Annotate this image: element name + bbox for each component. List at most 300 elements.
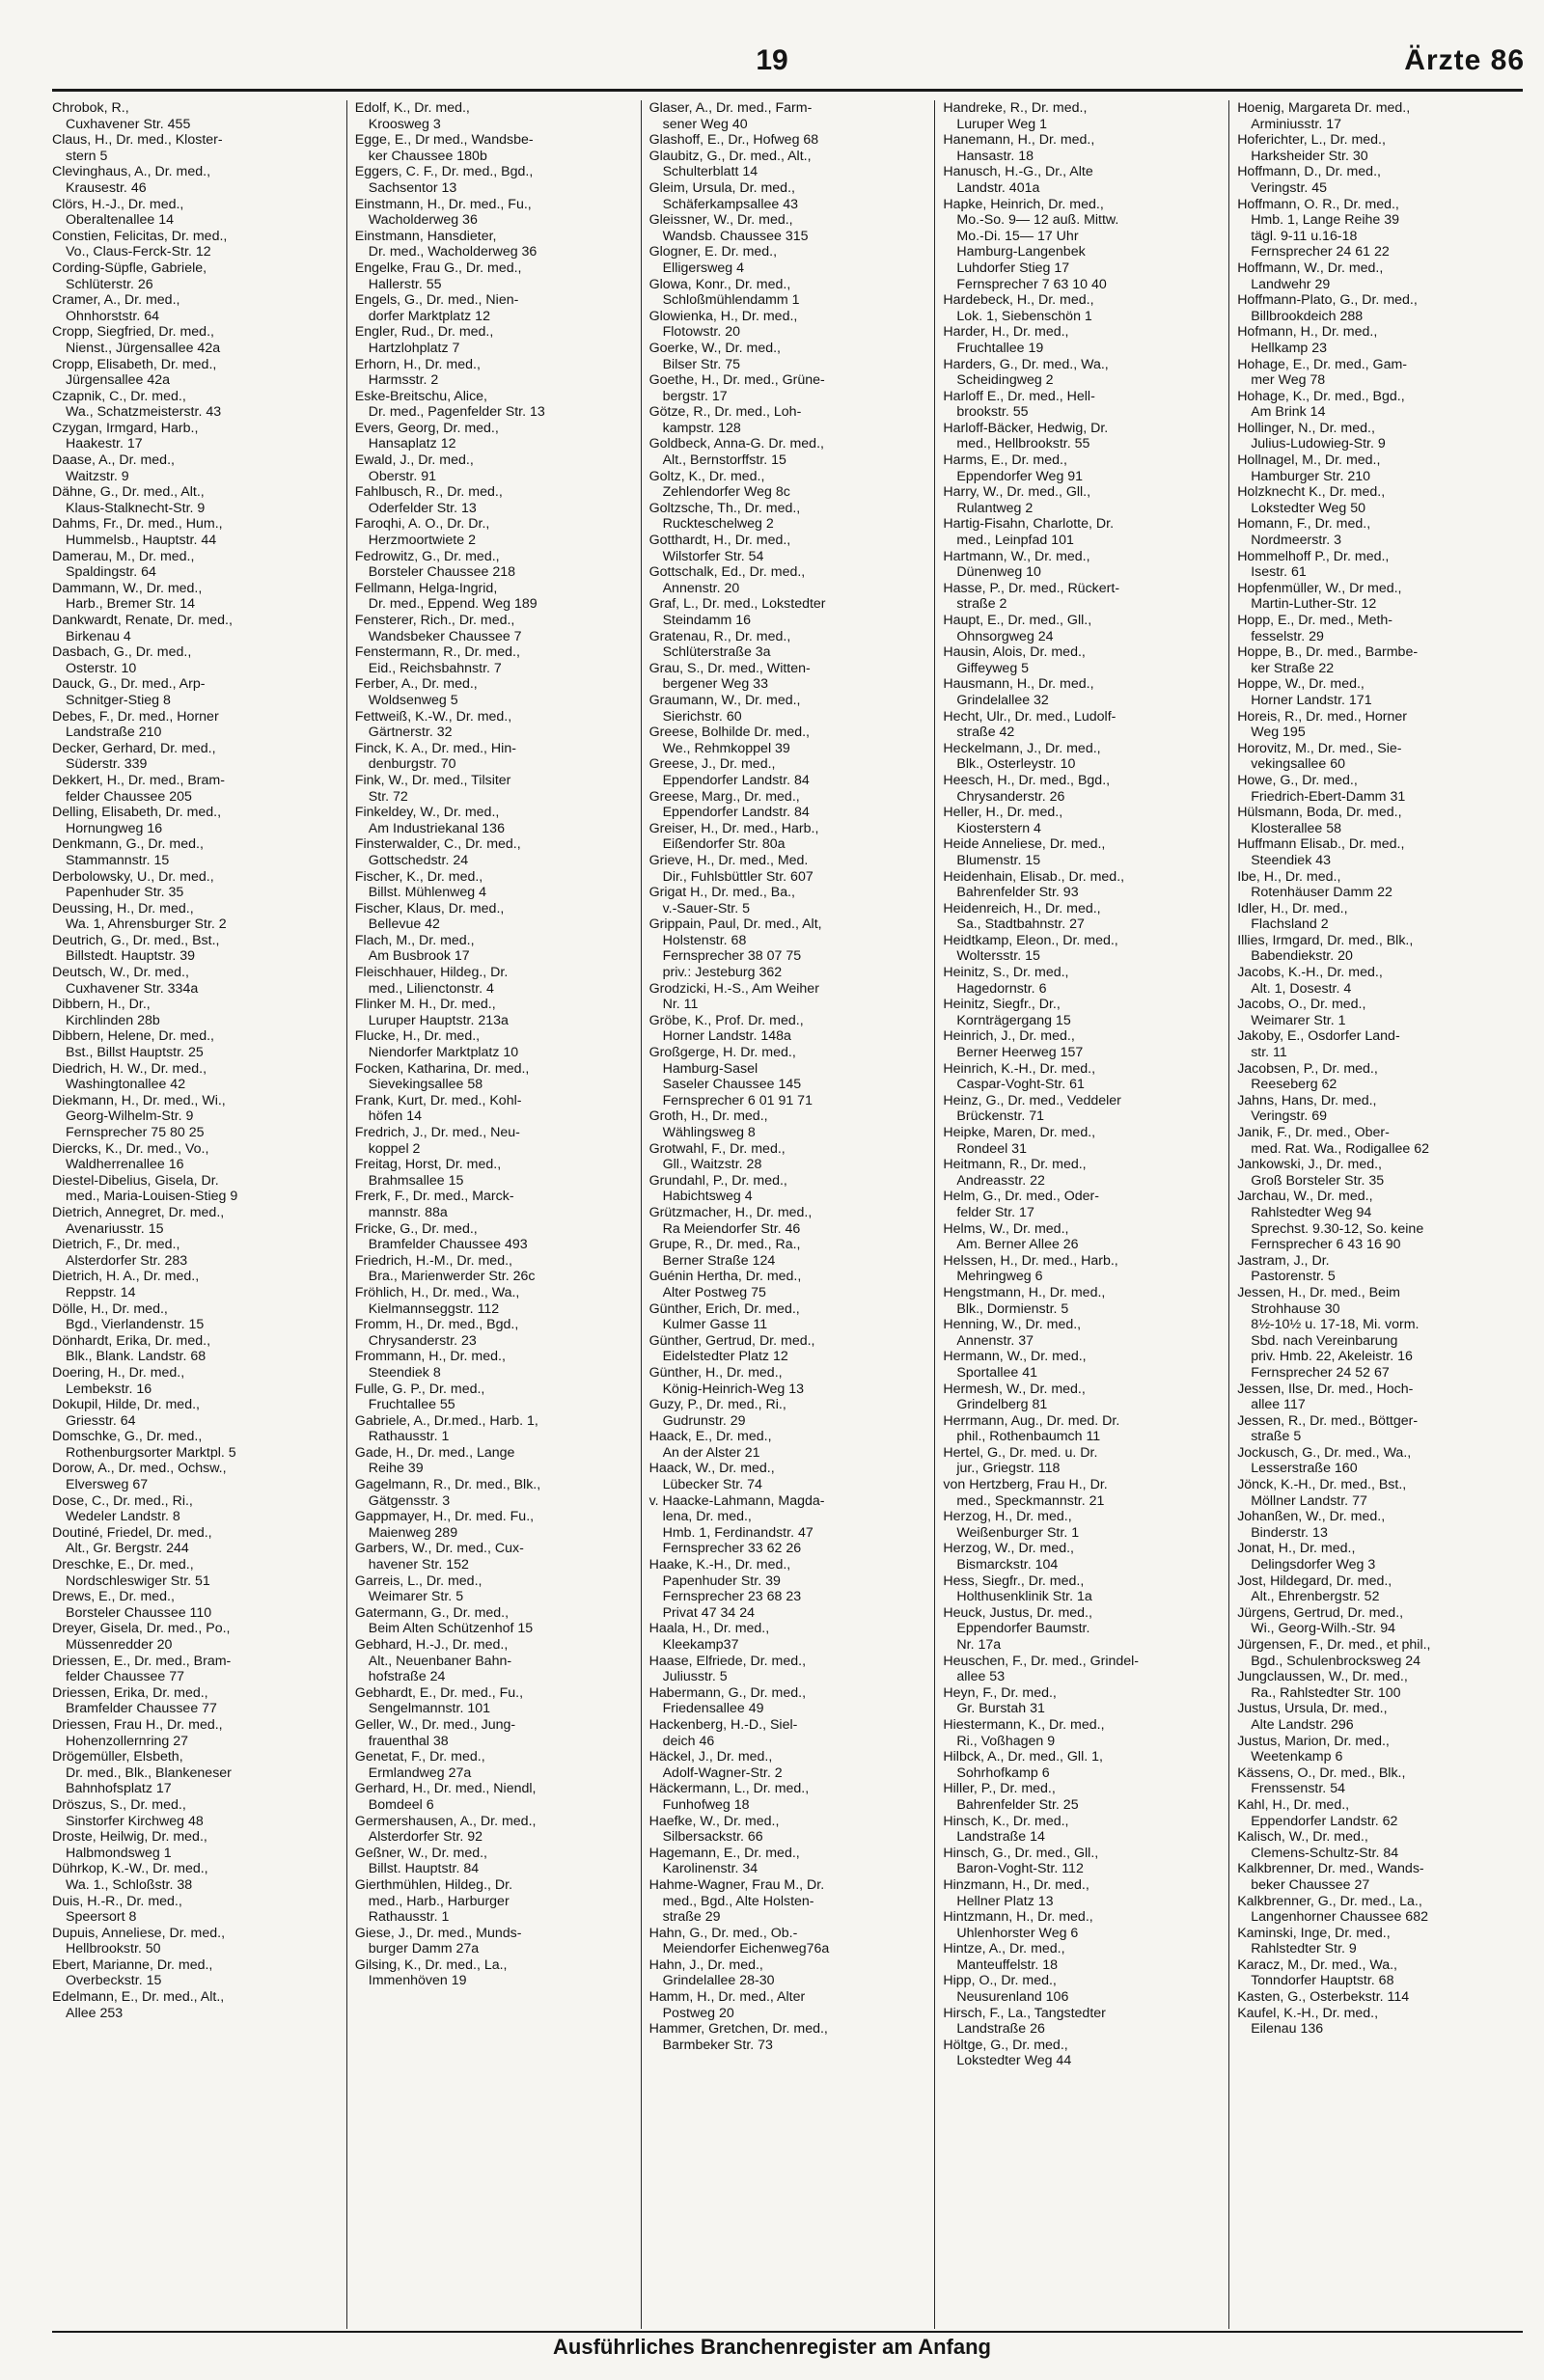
entry-name-line: Jost, Hildegard, Dr. med., — [1237, 1573, 1392, 1589]
directory-entry — [355, 421, 633, 452]
entry-address-line: Harb., Bremer Str. 14 — [66, 596, 196, 613]
entry-address-line: Bahnhofsplatz 17 — [66, 1781, 172, 1797]
entry-name-line: Gröbe, K., Prof. Dr. med., — [648, 1012, 804, 1028]
entry-name-line: Hoppe, W., Dr. med., — [1237, 676, 1365, 693]
entry-name-line: Fredrich, J., Dr. med., Neu- — [354, 1125, 520, 1140]
entry-address-line: Niendorfer Marktplatz 10 — [368, 1045, 519, 1061]
entry-name-line: Graumann, W., Dr. med., — [648, 692, 801, 708]
directory-entry — [52, 1525, 339, 1557]
entry-name-line: Goltzsche, Th., Dr. med., — [648, 500, 801, 516]
directory-entry — [355, 1285, 633, 1317]
directory-entry — [1237, 197, 1515, 260]
directory-entry — [52, 1397, 339, 1429]
entry-address-line: Sbd. nach Vereinbarung — [1251, 1332, 1398, 1349]
directory-entry — [1237, 516, 1515, 548]
entry-name-line: Hinzmann, H., Dr. med., — [943, 1876, 1089, 1893]
entry-address-line: Wacholderweg 36 — [368, 212, 478, 229]
entry-name-line: Ewald, J., Dr. med., — [354, 452, 474, 469]
entry-address-line: Eppendorfer Landstr. 84 — [662, 772, 810, 788]
entry-address-line: Jürgensallee 42a — [66, 372, 171, 389]
entry-address-line: phil., Rothenbaumch 11 — [956, 1429, 1101, 1445]
directory-entry — [1237, 1669, 1515, 1701]
entry-name-line: Heinrich, J., Dr. med., — [943, 1028, 1075, 1045]
entry-name-line: Goerke, W., Dr. med., — [648, 340, 781, 356]
entry-address-line: Georg-Wilhelm-Str. 9 — [66, 1108, 194, 1125]
entry-name-line: Deussing, H., Dr. med., — [52, 900, 194, 916]
entry-name-line: Damerau, M., Dr. med., — [52, 548, 195, 564]
entry-name-line: Jakoby, E., Osdorfer Land- — [1237, 1028, 1400, 1045]
entry-address-line: Veringstr. 69 — [1251, 1108, 1328, 1125]
directory-entry — [52, 709, 339, 741]
directory-entry — [943, 484, 1221, 516]
entry-address-line: Papenhuder Str. 39 — [662, 1573, 781, 1589]
entry-name-line: Heesch, H., Dr. med., Bgd., — [943, 772, 1111, 788]
entry-address-line: Fernsprecher 23 68 23 — [662, 1589, 802, 1605]
entry-address-line: Juliusstr. 5 — [662, 1669, 728, 1685]
entry-name-line: Geller, W., Dr. med., Jung- — [354, 1716, 516, 1733]
entry-address-line: Bst., Billst Hauptstr. 25 — [66, 1045, 204, 1061]
entry-name-line: Hohage, E., Dr. med., Gam- — [1237, 356, 1408, 372]
directory-entry — [355, 1509, 633, 1541]
entry-address-line: str. 11 — [1251, 1045, 1287, 1061]
entry-address-line: Luruper Weg 1 — [956, 116, 1047, 132]
directory-entry — [52, 581, 339, 613]
entry-name-line: Dokupil, Hilde, Dr. med., — [52, 1397, 200, 1413]
directory-entry — [943, 2038, 1221, 2069]
directory-entry — [1237, 1765, 1515, 1797]
directory-entry — [1237, 1509, 1515, 1541]
entry-name-line: Derbolowsky, U., Dr. med., — [52, 868, 214, 885]
entry-address-line: tägl. 9-11 u.16-18 — [1251, 228, 1358, 244]
directory-entry — [649, 1429, 927, 1461]
directory-entry — [1237, 132, 1515, 164]
directory-entry — [943, 1846, 1221, 1877]
entry-address-line: Schäferkampsallee 43 — [662, 196, 798, 212]
directory-entry — [943, 1349, 1221, 1381]
entry-name-line: Domschke, G., Dr. med., — [52, 1429, 203, 1445]
directory-entry — [1237, 1445, 1515, 1477]
directory-entry — [1237, 1061, 1515, 1093]
entry-name-line: Hopp, E., Dr. med., Meth- — [1237, 613, 1393, 628]
directory-entry — [355, 709, 633, 741]
entry-name-line: Edelmann, E., Dr. med., Alt., — [52, 1989, 225, 2006]
entry-name-line: Dähne, G., Dr. med., Alt., — [52, 484, 205, 501]
entry-address-line: stern 5 — [66, 148, 108, 164]
directory-entry — [649, 100, 927, 132]
entry-address-line: Hmb. 1, Ferdinandstr. 47 — [662, 1524, 813, 1541]
directory-entry — [355, 1317, 633, 1349]
entry-name-line: Justus, Marion, Dr. med., — [1237, 1733, 1390, 1749]
directory-entry — [355, 1957, 633, 1989]
entry-name-line: Hartmann, W., Dr. med., — [943, 548, 1090, 564]
entry-name-line: Haack, E., Dr. med., — [648, 1429, 772, 1445]
entry-name-line: Haack, W., Dr. med., — [648, 1461, 775, 1477]
entry-name-line: Grupe, R., Dr. med., Ra., — [648, 1237, 801, 1253]
directory-entry — [943, 292, 1221, 324]
directory-entry — [52, 805, 339, 836]
entry-address-line: Veringstr. 45 — [1251, 179, 1328, 196]
directory-entry — [649, 1957, 927, 1989]
entry-address-line: Lokstedter Weg 44 — [956, 2053, 1072, 2069]
entry-name-line: Edolf, K., Dr. med., — [354, 100, 470, 116]
directory-entry — [943, 644, 1221, 676]
directory-entry — [943, 1157, 1221, 1189]
entry-address-line: Lok. 1, Siebenschön 1 — [956, 308, 1092, 324]
entry-address-line: Grindelallee 32 — [956, 692, 1049, 708]
directory-entry — [649, 564, 927, 596]
entry-address-line: Rahlstedter Str. 9 — [1251, 1941, 1357, 1957]
entry-name-line: Goethe, H., Dr. med., Grüne- — [648, 372, 825, 389]
entry-name-line: Delling, Elisabeth, Dr. med., — [52, 805, 222, 821]
entry-address-line: Rondeel 31 — [956, 1140, 1027, 1157]
directory-entry — [943, 1605, 1221, 1654]
directory-entry — [355, 613, 633, 644]
directory-entry — [355, 1221, 633, 1253]
entry-address-line: Saseler Chaussee 145 — [662, 1077, 802, 1093]
directory-entry — [52, 933, 339, 965]
directory-entry — [649, 596, 927, 628]
entry-address-line: Kirchlinden 28b — [66, 1012, 160, 1028]
directory-entry — [52, 1237, 339, 1269]
entry-name-line: Grützmacher, H., Dr. med., — [648, 1204, 813, 1220]
entry-name-line: Gatermann, G., Dr. med., — [354, 1604, 510, 1621]
directory-entry — [943, 997, 1221, 1028]
entry-address-line: Gudrunstr. 29 — [662, 1412, 746, 1429]
entry-address-line: Ohnsorgweg 24 — [956, 628, 1054, 644]
entry-name-line: Habermann, G., Dr. med., — [648, 1684, 807, 1701]
directory-entry — [52, 197, 339, 229]
directory-entry — [943, 324, 1221, 356]
entry-address-line: Hagedornstr. 6 — [956, 980, 1047, 997]
entry-name-line: Eggers, C. F., Dr. med., Bgd., — [354, 164, 534, 180]
entry-name-line: Dibbern, Helene, Dr. med., — [52, 1028, 214, 1045]
directory-entry — [1237, 676, 1515, 708]
entry-address-line: Landstraße 14 — [956, 1829, 1045, 1846]
directory-entry — [52, 1894, 339, 1926]
entry-name-line: Hinsch, K., Dr. med., — [943, 1813, 1069, 1829]
directory-entry — [943, 676, 1221, 708]
directory-entry — [943, 1445, 1221, 1477]
entry-address-line: Chrysanderstr. 26 — [956, 788, 1065, 805]
entry-address-line: Griesstr. 64 — [66, 1412, 136, 1429]
entry-address-line: Blk., Dormienstr. 5 — [956, 1300, 1069, 1317]
directory-entry — [52, 1301, 339, 1333]
entry-name-line: Groth, H., Dr. med., — [648, 1108, 768, 1125]
entry-address-line: Hamburger Str. 210 — [1251, 468, 1370, 484]
directory-entry — [943, 1509, 1221, 1541]
directory-entry — [943, 1573, 1221, 1605]
directory-entry — [52, 516, 339, 548]
entry-address-line: Borsteler Chaussee 218 — [368, 564, 516, 581]
directory-entry — [1237, 644, 1515, 676]
entry-name-line: Dönhardt, Erika, Dr. med., — [52, 1332, 211, 1349]
entry-address-line: Sievekingsallee 58 — [368, 1077, 483, 1093]
entry-address-line: Karolinenstr. 34 — [662, 1861, 758, 1877]
entry-name-line: Jastram, J., Dr. — [1237, 1252, 1330, 1269]
entry-address-line: deich 46 — [662, 1733, 715, 1749]
entry-name-line: Gierthmühlen, Hildeg., Dr. — [354, 1876, 513, 1893]
entry-name-line: Ferber, A., Dr. med., — [354, 676, 478, 693]
entry-name-line: Driessen, E., Dr. med., Bram- — [52, 1653, 232, 1669]
entry-address-line: Nordschleswiger Str. 51 — [66, 1573, 210, 1589]
entry-name-line: Kalkbrenner, G., Dr. med., La., — [1237, 1893, 1422, 1909]
entry-name-line: Höltge, G., Dr. med., — [943, 2037, 1068, 2053]
directory-entry — [1237, 1541, 1515, 1573]
entry-address-line: Borsteler Chaussee 110 — [66, 1604, 212, 1621]
directory-entry — [355, 741, 633, 773]
entry-name-line: Hollnagel, M., Dr. med., — [1237, 452, 1381, 469]
entry-name-line: Hoffmann, W., Dr. med., — [1237, 260, 1384, 276]
entry-address-line: Landstraße 210 — [66, 725, 162, 741]
directory-entry — [355, 965, 633, 997]
entry-name-line: Dibbern, H., Dr., — [52, 997, 151, 1013]
entry-address-line: Meiendorfer Eichenweg76a — [662, 1941, 830, 1957]
directory-entry — [943, 1814, 1221, 1846]
entry-address-line: Julius-Ludowieg-Str. 9 — [1251, 436, 1386, 452]
entry-address-line: bergener Weg 33 — [662, 676, 768, 693]
entry-address-line: Landstr. 401a — [956, 179, 1040, 196]
entry-address-line: Immenhöven 19 — [368, 1973, 467, 1989]
directory-entry — [943, 1093, 1221, 1125]
directory-entry — [649, 309, 927, 341]
entry-name-line: Gagelmann, R., Dr. med., Blk., — [354, 1477, 541, 1493]
entry-name-line: Dietrich, H. A., Dr. med., — [52, 1269, 200, 1285]
entry-name-line: Fischer, Klaus, Dr. med., — [354, 900, 505, 916]
entry-address-line: v.-Sauer-Str. 5 — [662, 900, 751, 916]
directory-entry — [943, 516, 1221, 548]
entry-address-line: Alt., Ehrenbergstr. 52 — [1251, 1589, 1380, 1605]
entry-address-line: Brückenstr. 71 — [956, 1108, 1045, 1125]
entry-address-line: Eid., Reichsbahnstr. 7 — [368, 660, 502, 676]
directory-entry — [1237, 389, 1515, 421]
entry-address-line: Weimarer Str. 5 — [368, 1589, 464, 1605]
entry-address-line: Klosterallee 58 — [1251, 820, 1342, 836]
entry-name-line: Haala, H., Dr. med., — [648, 1621, 770, 1637]
directory-entry — [943, 805, 1221, 836]
entry-address-line: Grindelberg 81 — [956, 1397, 1048, 1413]
entry-address-line: Blk., Osterleystr. 10 — [956, 756, 1076, 773]
entry-name-line: Hammer, Gretchen, Dr. med., — [648, 2021, 828, 2038]
entry-name-line: Hoffmann, O. R., Dr. med., — [1237, 196, 1399, 212]
entry-address-line: Fruchtallee 55 — [368, 1397, 455, 1413]
entry-name-line: Homann, F., Dr. med., — [1237, 516, 1371, 533]
entry-address-line: Dir., Fuhlsbüttler Str. 607 — [662, 868, 813, 885]
entry-address-line: Lokstedter Weg 50 — [1251, 500, 1366, 516]
directory-entry — [355, 1157, 633, 1189]
directory-entry — [649, 629, 927, 661]
directory-entry — [649, 212, 927, 244]
directory-entry — [355, 1846, 633, 1877]
directory-entry — [1237, 1957, 1515, 1989]
entry-address-line: Eppendorfer Landstr. 84 — [662, 805, 810, 821]
directory-entry — [649, 1173, 927, 1205]
entry-name-line: Holzknecht K., Dr. med., — [1237, 484, 1386, 501]
entry-name-line: Hiller, P., Dr. med., — [943, 1781, 1056, 1797]
entry-name-line: Driessen, Frau H., Dr. med., — [52, 1716, 223, 1733]
directory-entry — [355, 997, 633, 1028]
directory-entry — [943, 1317, 1221, 1349]
entry-address-line: Isestr. 61 — [1251, 564, 1307, 581]
directory-entry — [355, 1028, 633, 1060]
directory-entry — [1237, 421, 1515, 452]
entry-address-line: vekingsallee 60 — [1251, 756, 1345, 773]
entry-address-line: havener Str. 152 — [368, 1557, 469, 1573]
entry-name-line: Heyn, F., Dr. med., — [943, 1684, 1057, 1701]
entry-address-line: Hamburg-Sasel — [662, 1060, 758, 1077]
entry-address-line: Waitzstr. 9 — [66, 468, 129, 484]
entry-name-line: Clörs, H.-J., Dr. med., — [52, 196, 184, 212]
entry-address-line: Clemens-Schultz-Str. 84 — [1251, 1845, 1399, 1861]
entry-name-line: Heipke, Maren, Dr. med., — [943, 1125, 1096, 1140]
directory-entry — [52, 1717, 339, 1749]
entry-name-line: Diekmann, H., Dr. med., Wi., — [52, 1092, 226, 1108]
entry-address-line: Rulantweg 2 — [956, 500, 1034, 516]
entry-name-line: Deutrich, G., Dr. med., Bst., — [52, 932, 220, 948]
entry-name-line: Heinitz, S., Dr. med., — [943, 965, 1069, 981]
directory-entry — [649, 1685, 927, 1717]
entry-name-line: Handreke, R., Dr. med., — [943, 100, 1088, 116]
entry-address-line: Luruper Hauptstr. 213a — [368, 1012, 509, 1028]
entry-name-line: Kässens, O., Dr. med., Blk., — [1237, 1764, 1406, 1781]
entry-name-line: Heide Anneliese, Dr. med., — [943, 836, 1106, 853]
entry-name-line: Cramer, A., Dr. med., — [52, 292, 180, 309]
entry-address-line: Kielmannseggstr. 112 — [368, 1300, 500, 1317]
entry-address-line: Martin-Luther-Str. 12 — [1251, 596, 1377, 613]
entry-address-line: med., Leinpfad 101 — [956, 533, 1074, 549]
entry-name-line: Gleissner, W., Dr. med., — [648, 212, 793, 229]
entry-address-line: Alter Postweg 75 — [662, 1284, 766, 1300]
directory-entry — [649, 180, 927, 212]
entry-address-line: Alsterdorfer Str. 283 — [66, 1252, 188, 1269]
directory-entry — [52, 1957, 339, 1989]
entry-name-line: Kahl, H., Dr. med., — [1237, 1796, 1350, 1813]
entry-name-line: Hipp, O., Dr. med., — [943, 1973, 1057, 1989]
directory-entry — [649, 1237, 927, 1269]
entry-address-line: fesselstr. 29 — [1251, 628, 1324, 644]
directory-entry — [355, 676, 633, 708]
directory-entry — [52, 773, 339, 805]
entry-address-line: Am Industriekanal 136 — [368, 820, 505, 836]
directory-entry — [1237, 1861, 1515, 1893]
column-5 — [1228, 100, 1523, 2329]
entry-name-line: Dietrich, F., Dr. med., — [52, 1237, 180, 1253]
entry-name-line: Glaser, A., Dr. med., Farm- — [648, 100, 813, 116]
entry-name-line: Jürgensen, F., Dr. med., et phil., — [1237, 1637, 1431, 1653]
entry-name-line: Hoppe, B., Dr. med., Barmbe- — [1237, 644, 1419, 661]
directory-entry — [943, 1941, 1221, 1973]
entry-name-line: Harloff E., Dr. med., Hell- — [943, 388, 1095, 404]
entry-name-line: Greese, J., Dr. med., — [648, 756, 776, 773]
directory-entry — [1237, 933, 1515, 965]
entry-address-line: Kornträgergang 15 — [956, 1012, 1071, 1028]
entry-address-line: Fernsprecher 6 01 91 71 — [662, 1092, 813, 1108]
directory-entry — [355, 229, 633, 260]
entry-address-line: Barmbeker Str. 73 — [662, 2037, 773, 2053]
directory-entry — [1237, 773, 1515, 805]
entry-address-line: Flotowstr. 20 — [662, 324, 741, 341]
entry-address-line: Schnitger-Stieg 8 — [66, 692, 171, 708]
entry-address-line: med., Harb., Harburger — [368, 1893, 510, 1909]
entry-name-line: Dührkop, K.-W., Dr. med., — [52, 1861, 208, 1877]
entry-name-line: Daase, A., Dr. med., — [52, 452, 175, 469]
entry-name-line: Engelke, Frau G., Dr. med., — [354, 260, 522, 276]
directory-entry — [649, 533, 927, 564]
directory-entry — [649, 1333, 927, 1365]
entry-address-line: Fruchtallee 19 — [956, 340, 1044, 356]
entry-name-line: Hopfenmüller, W., Dr med., — [1237, 580, 1402, 596]
directory-entry — [649, 2021, 927, 2053]
directory-entry — [355, 1413, 633, 1445]
entry-name-line: Dreyer, Gisela, Dr. med., Po., — [52, 1621, 231, 1637]
entry-address-line: Gätgensstr. 3 — [368, 1492, 451, 1509]
entry-address-line: bergstr. 17 — [662, 388, 728, 404]
entry-address-line: Sportallee 41 — [956, 1364, 1037, 1381]
directory-entry — [943, 741, 1221, 773]
entry-address-line: Weimarer Str. 1 — [1251, 1012, 1346, 1028]
entry-name-line: Grau, S., Dr. med., Witten- — [648, 660, 811, 676]
entry-address-line: Mehringweg 6 — [956, 1269, 1043, 1285]
directory-entry — [1237, 484, 1515, 516]
entry-address-line: Bahrenfelder Str. 93 — [956, 885, 1079, 901]
entry-address-line: Mo.-So. 9— 12 auß. Mittw. — [956, 212, 1119, 229]
entry-address-line: Chrysanderstr. 23 — [368, 1332, 477, 1349]
entry-address-line: Fernsprecher 38 07 75 — [662, 948, 802, 965]
entry-name-line: Idler, H., Dr. med., — [1237, 900, 1348, 916]
entry-name-line: Glashoff, E., Dr., Hofweg 68 — [648, 132, 819, 149]
entry-address-line: Alt., Gr. Bergstr. 244 — [66, 1541, 189, 1557]
entry-address-line: Rotenhäuser Damm 22 — [1251, 885, 1392, 901]
entry-name-line: Johanßen, W., Dr. med., — [1237, 1509, 1386, 1525]
entry-name-line: Heller, H., Dr. med., — [943, 805, 1063, 821]
directory-entry — [355, 164, 633, 196]
entry-name-line: Hess, Siegfr., Dr. med., — [943, 1573, 1085, 1589]
entry-name-line: Hoffmann-Plato, G., Dr. med., — [1237, 292, 1418, 309]
entry-name-line: Gebhard, H.-J., Dr. med., — [354, 1637, 509, 1653]
entry-name-line: Illies, Irmgard, Dr. med., Blk., — [1237, 932, 1414, 948]
directory-entry — [649, 1108, 927, 1140]
directory-entry — [943, 1285, 1221, 1317]
directory-entry — [355, 1349, 633, 1381]
entry-address-line: ker Chaussee 180b — [368, 148, 487, 164]
entry-address-line: Hellbrookstr. 50 — [66, 1941, 161, 1957]
entry-name-line: Jacobs, K.-H., Dr. med., — [1237, 965, 1383, 981]
entry-name-line: Droste, Heilwig, Dr. med., — [52, 1829, 207, 1846]
entry-address-line: Holstenstr. 68 — [662, 932, 747, 948]
directory-entry — [943, 773, 1221, 805]
directory-entry — [355, 901, 633, 933]
directory-entry — [52, 229, 339, 260]
entry-name-line: Clevinghaus, A., Dr. med., — [52, 164, 211, 180]
directory-entry — [355, 1877, 633, 1926]
entry-address-line: Blk., Blank. Landstr. 68 — [66, 1349, 207, 1365]
entry-address-line: med., Bgd., Alte Holsten- — [662, 1893, 814, 1909]
entry-address-line: Groß Borsteler Str. 35 — [1251, 1172, 1385, 1189]
directory-entry — [355, 773, 633, 805]
entry-address-line: König-Heinrich-Weg 13 — [662, 1381, 805, 1397]
entry-address-line: An der Alster 21 — [662, 1444, 760, 1461]
entry-address-line: Fernsprecher 7 63 10 40 — [956, 276, 1107, 292]
directory-entry — [943, 421, 1221, 452]
directory-entry — [1237, 452, 1515, 484]
entry-name-line: Kaminski, Inge, Dr. med., — [1237, 1925, 1391, 1941]
entry-address-line: Oberstr. 91 — [368, 468, 436, 484]
directory-entry — [649, 1493, 927, 1557]
entry-name-line: Häckel, J., Dr. med., — [648, 1749, 773, 1765]
entry-address-line: Horner Landstr. 171 — [1251, 692, 1372, 708]
entry-name-line: Heitmann, R., Dr. med., — [943, 1157, 1087, 1173]
entry-address-line: 8½-10½ u. 17-18, Mi. vorm. — [1251, 1317, 1420, 1333]
directory-entry — [52, 421, 339, 452]
